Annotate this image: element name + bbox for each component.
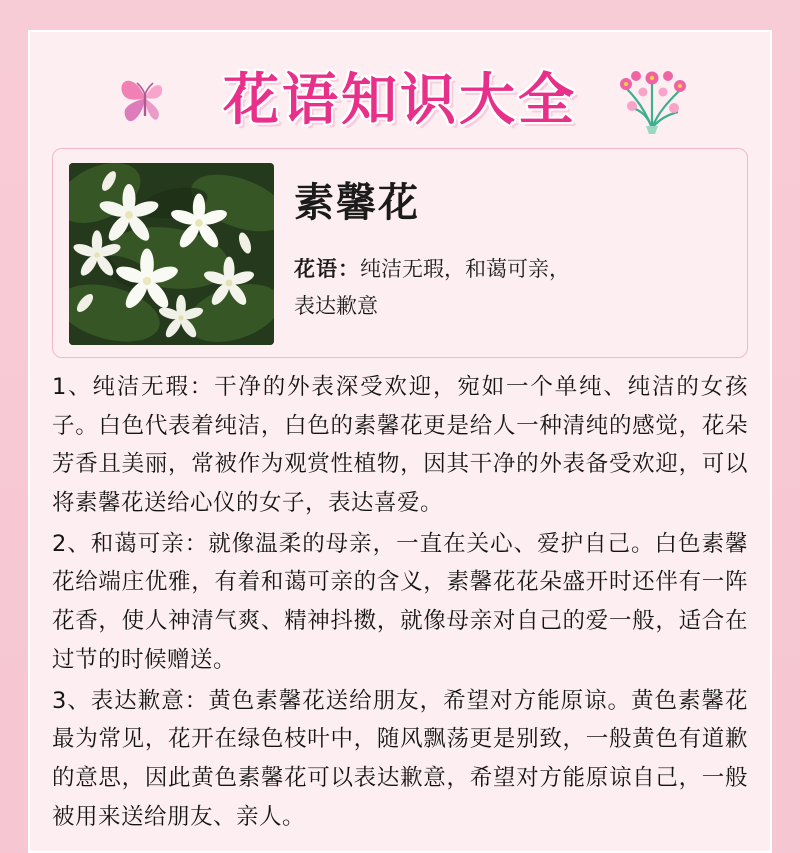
flower-info xyxy=(294,163,731,325)
flower-meaning xyxy=(294,251,731,325)
butterfly-icon xyxy=(114,68,176,130)
flower-meaning-value-line2: 表达歉意 xyxy=(294,293,378,318)
paragraph-3: 3、表达歉意：黄色素馨花送给朋友，希望对方能原谅。黄色素馨花最为常见，花开在绿色枝叶中，随风飘荡更是别致，一般黄色有道歉的意思，因此黄色素馨花可以表达歉意，希望对方能原谅自己，一般被用来送给朋友、亲人。 xyxy=(52,687,748,830)
flower-photo xyxy=(69,163,274,345)
poster-header xyxy=(52,50,748,142)
flower-meaning-value: 纯洁无瑕，和蔼可亲， xyxy=(360,257,570,281)
paragraph-2: 2、和蔼可亲：就像温柔的母亲，一直在关心、爱护自己。白色素馨花给端庄优雅，有着和蔼可亲的含义，素馨花花朵盛开时还伴有一阵花香，使人神清气爽、精神抖擞，就像母亲对自己的爱一般，适合在过节的时候赠送。 xyxy=(52,530,748,673)
flower-card xyxy=(52,148,748,358)
poster-inner-frame xyxy=(28,30,772,853)
page-title: 花语知识大全 xyxy=(223,68,577,133)
flower-meaning-label: 花语： xyxy=(294,256,360,281)
paragraph-1: 1、纯洁无瑕：干净的外表深受欢迎，宛如一个单纯、纯洁的女孩子。白色代表着纯洁，白色的素馨花更是给人一种清纯的感觉，花朵芳香且美丽，常被作为观赏性植物，因其干净的外表备受欢迎，可以将素馨花送给心仪的女子，表达喜爱。 xyxy=(52,374,748,517)
flower-bouquet-icon xyxy=(612,62,692,134)
article-body xyxy=(52,368,748,836)
flower-name: 素馨花 xyxy=(294,179,420,226)
